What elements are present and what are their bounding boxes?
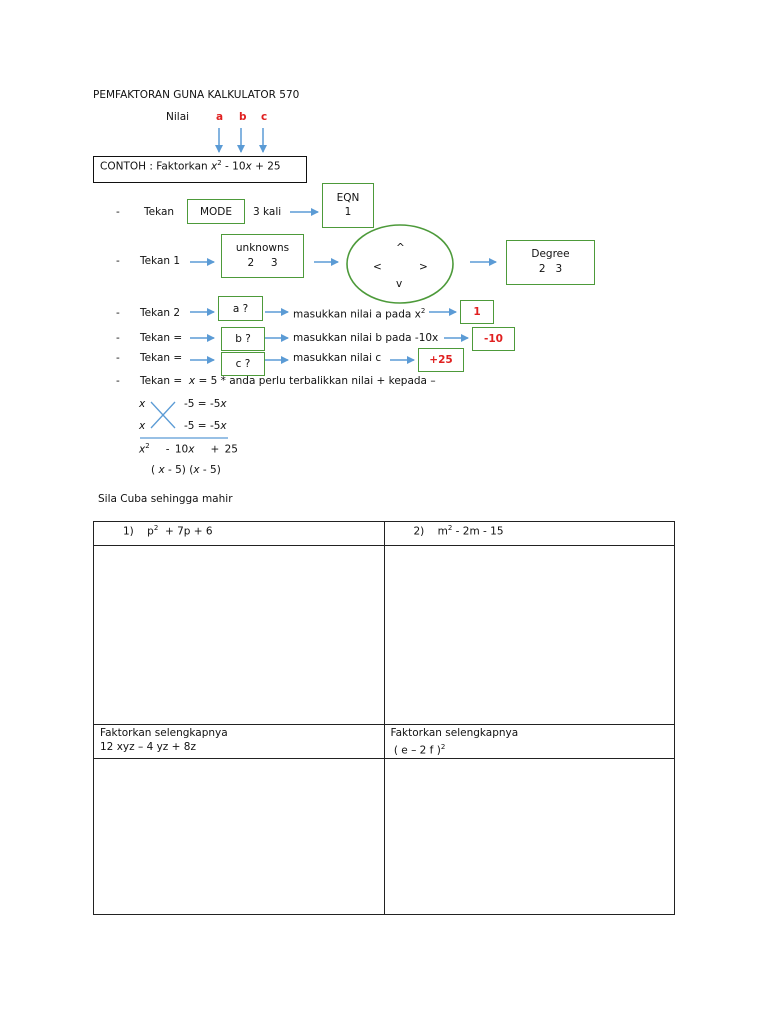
step1-after: 3 kali	[253, 206, 282, 218]
cross-answer	[151, 464, 221, 476]
degree-options: 2 3	[538, 263, 563, 275]
value-b: -10	[484, 333, 503, 345]
table-row	[94, 725, 675, 759]
cross-r1-right-x: x	[220, 398, 227, 410]
value-b-box	[472, 327, 515, 351]
q4-cell	[384, 725, 675, 759]
q4-answer-space[interactable]	[384, 758, 675, 914]
q2-answer-space[interactable]	[384, 546, 675, 725]
table-row	[94, 522, 675, 546]
b-prompt: b ?	[235, 333, 251, 345]
down-key: v	[396, 278, 403, 290]
right-key: >	[419, 261, 428, 273]
step6-label: Tekan =	[140, 375, 183, 387]
unknowns-options: 2 3	[247, 257, 278, 269]
left-key: <	[373, 261, 382, 273]
sum-mid: - 10	[165, 443, 189, 456]
sum-x: x	[139, 443, 146, 456]
step5-text: masukkan nilai c	[293, 352, 382, 364]
degree-box	[506, 240, 595, 285]
q4-instruction: Faktorkan selengkapnya	[390, 727, 519, 739]
q2-base: m	[437, 525, 448, 538]
a-prompt-box	[218, 296, 263, 321]
contoh-sup: 2	[217, 159, 222, 167]
practice-table	[93, 521, 675, 915]
q4-sup: 2	[440, 743, 446, 751]
q3-expression: 12 xyz – 4 yz + 8z	[100, 741, 196, 753]
unknowns-box	[221, 234, 304, 278]
q3-answer-space[interactable]	[94, 758, 385, 914]
nilai-label: Nilai	[166, 111, 190, 123]
answer-x1: x	[158, 464, 165, 476]
cross-r1-right	[184, 398, 227, 410]
q3-cell	[94, 725, 385, 759]
sum-x2: x	[188, 443, 195, 456]
sum-sup: 2	[145, 442, 150, 450]
cross-r2-right	[184, 420, 227, 432]
bullet-6: -	[116, 375, 120, 387]
q1-sup: 2	[153, 524, 159, 532]
bullet-3: -	[116, 307, 120, 319]
value-a-box	[460, 300, 494, 324]
answer-c: - 5)	[199, 464, 221, 476]
step4-text: masukkan nilai b pada -10x	[293, 332, 439, 344]
step3-sup: 2	[420, 307, 426, 315]
table-row	[94, 758, 675, 914]
degree-label: Degree	[531, 248, 570, 260]
step3-label: Tekan 2	[140, 307, 181, 319]
eqn-number: 1	[344, 206, 352, 218]
q2-sup: 2	[447, 524, 453, 532]
q4-expression-main: ( e – 2 f )	[390, 744, 441, 757]
step4-label: Tekan =	[140, 332, 183, 344]
q3-instruction: Faktorkan selengkapnya	[100, 727, 228, 739]
q1-base: p	[147, 525, 154, 538]
nilai-c: c	[261, 111, 268, 123]
q1-number: 1)	[123, 525, 134, 538]
answer-b: - 5) (	[164, 464, 194, 476]
bullet-4: -	[116, 332, 120, 344]
cross-r1-right-num: -5 = -5	[184, 398, 221, 410]
up-key: ^	[396, 242, 405, 254]
step2-label: Tekan 1	[140, 255, 181, 267]
q4-expression	[391, 740, 669, 758]
value-c-box	[418, 348, 464, 372]
q2-cell	[384, 522, 675, 546]
value-c: +25	[429, 354, 453, 366]
cross-sum	[139, 442, 238, 456]
answer-x2: x	[193, 464, 200, 476]
mode-key	[187, 199, 245, 224]
arrow-keys-ellipse	[347, 225, 453, 303]
contoh-end: + 25	[251, 160, 281, 173]
c-prompt: c ?	[235, 358, 251, 370]
contoh-var2: x	[245, 160, 252, 173]
eqn-label: EQN	[336, 192, 360, 204]
q2-rest: - 2m - 15	[452, 525, 504, 538]
answer-a: (	[151, 464, 159, 476]
practice-intro: Sila Cuba sehingga mahir	[98, 493, 233, 505]
step6-text: = 5 * anda perlu terbalikkan nilai + kepada –	[195, 375, 436, 387]
q2-number: 2)	[413, 525, 425, 538]
contoh-prefix: CONTOH : Faktorkan	[100, 160, 212, 173]
a-prompt: a ?	[232, 302, 249, 315]
q1-answer-space[interactable]	[94, 546, 385, 725]
step3-text-main: masukkan nilai a pada x	[293, 308, 421, 321]
contoh-mid: - 10	[221, 160, 246, 173]
cross-r2-left: x	[139, 420, 146, 432]
nilai-b: b	[239, 111, 247, 123]
value-a: 1	[473, 306, 481, 318]
cross-r1-left: x	[139, 398, 146, 410]
step6-x: x	[188, 375, 196, 387]
unknowns-label: unknowns	[235, 242, 290, 254]
nilai-a: a	[216, 111, 224, 123]
bullet-2: -	[116, 255, 120, 267]
eqn-box	[322, 183, 374, 228]
mode-key-label: MODE	[199, 205, 233, 218]
cross-r2-right-num: -5 = -5	[184, 420, 221, 432]
step6-line	[140, 375, 436, 387]
table-row	[94, 546, 675, 725]
cross-r2-right-x: x	[220, 420, 227, 432]
step5-label: Tekan =	[140, 352, 183, 364]
q1-cell	[94, 522, 385, 546]
b-prompt-box	[221, 327, 265, 351]
c-prompt-box	[221, 352, 265, 376]
step3-text	[293, 307, 425, 321]
step1-label: Tekan	[144, 206, 175, 218]
bullet-5: -	[116, 352, 120, 364]
q1-rest: + 7p + 6	[158, 525, 213, 538]
contoh-box	[93, 156, 307, 183]
bullet-1: -	[116, 206, 120, 218]
page-title: PEMFAKTORAN GUNA KALKULATOR 570	[93, 89, 300, 101]
contoh-var: x	[211, 160, 218, 173]
sum-end: + 25	[210, 443, 238, 456]
